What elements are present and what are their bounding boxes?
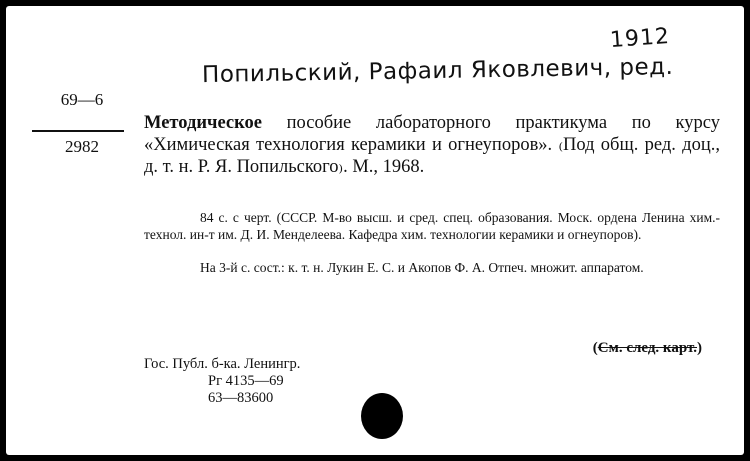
title-entry [144,112,720,178]
handwritten-number: 1912 [609,23,671,54]
physical-description: 84 с. с черт. (СССР. М-во высш. и сред. спец. образования. Моск. ордена Ленина хим.-технол. ин-т им. Д. И. Менделеева. Кафедра хим. технологии керамики и огнеупоров). [144,210,720,242]
punch-hole [361,393,403,439]
compilers-note: На 3-й с. сост.: к. т. н. Лукин Е. С. и Акопов Ф. А. Отпеч. множит. аппаратом. [200,260,644,275]
title-rest: пособие лабораторного практикума по курсу «Химическая технология керамики и огнеупоров». [144,113,720,155]
library-line3: 63—83600 [208,390,274,406]
library-line2: Рг 4135—69 [208,373,284,389]
classification-divider [32,130,124,132]
classification-top: 69—6 [60,90,104,109]
title-imprint: М., 1968. [347,157,425,177]
title-editor: ₍Под общ. ред. доц., д. т. н. Р. Я. Попильского₎. [144,135,720,177]
continued-suffix: ) [697,340,702,356]
classification-bottom: 2982 [65,137,99,156]
title-bold: Методическое [144,113,262,133]
library-line1: Гос. Публ. б-ка. Ленингр. [144,356,301,372]
handwritten-author: Попильский, Рафаил Яковлевич, ред. [201,53,674,89]
continued-prefix: ( [592,340,598,356]
continued-note [593,340,702,357]
catalog-card [6,6,744,455]
library-stamp [144,356,300,407]
continued-text: См. след. карт. [597,340,697,356]
